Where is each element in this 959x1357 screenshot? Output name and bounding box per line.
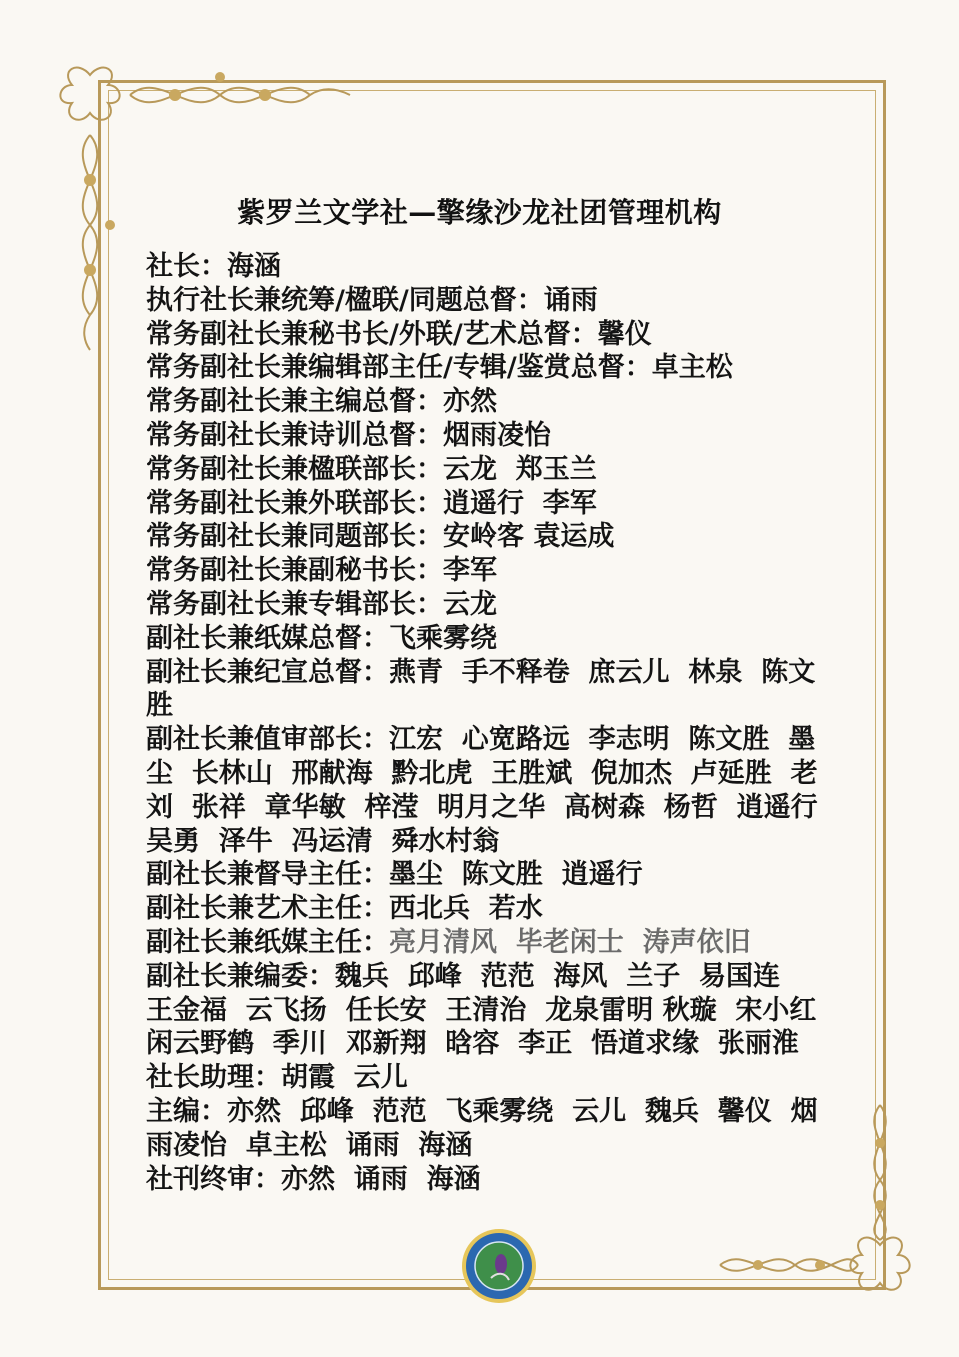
role-line — [146, 960, 836, 1061]
role-line — [146, 487, 818, 521]
role-names: 李军 — [443, 555, 497, 587]
role-names: 云龙 — [443, 588, 497, 620]
role-line — [146, 419, 818, 453]
role-line — [146, 622, 818, 656]
role-label: 常务副社长兼专辑部长： — [146, 588, 443, 620]
role-names: 烟雨凌怡 — [443, 419, 551, 451]
role-line — [146, 351, 818, 385]
role-line — [146, 892, 818, 926]
role-label: 常务副社长兼外联部长： — [146, 487, 443, 519]
role-line — [146, 1061, 818, 1095]
role-label: 执行社长兼统筹/楹联/同题总督： — [146, 284, 544, 316]
role-names: 亦然 — [443, 386, 497, 418]
role-line — [146, 284, 818, 318]
role-names: 亦然 邱峰 范范 飞乘雾绕 云儿 魏兵 馨仪 烟雨凌怡 卓主松 诵雨 海涵 — [146, 1095, 818, 1161]
role-label: 社长： — [146, 251, 227, 282]
role-line — [146, 588, 818, 622]
role-names: 飞乘雾绕 — [389, 622, 497, 654]
role-label: 主编： — [146, 1095, 227, 1127]
role-label: 副社长兼督导主任： — [146, 859, 389, 891]
role-names: 卓主松 — [651, 352, 733, 384]
role-line — [146, 385, 818, 419]
role-line — [146, 858, 818, 892]
role-label: 副社长兼值审部长： — [146, 724, 389, 756]
role-label: 副社长兼纸媒主任： — [146, 926, 389, 958]
role-line — [146, 453, 818, 487]
role-label: 副社长兼编委： — [146, 960, 335, 992]
society-logo-badge — [461, 1228, 537, 1304]
role-names: 馨仪 — [597, 318, 652, 350]
role-label: 常务副社长兼同题部长： — [146, 521, 443, 553]
role-line — [146, 554, 818, 588]
role-names: 胡霞 云儿 — [281, 1062, 408, 1094]
roles-list — [146, 250, 837, 1196]
role-label: 常务副社长兼主编总督： — [146, 386, 443, 418]
role-label: 副社长兼艺术主任： — [146, 893, 389, 925]
role-line — [146, 1163, 818, 1197]
role-line — [146, 656, 818, 724]
role-names: 江宏 心宽路远 李志明 陈文胜 墨尘 长林山 邢献海 黔北虎 王胜斌 倪加杰 卢延胜 老刘 张祥 章华敏 梓滢 明月之华 高树森 杨哲 逍遥行 吴勇 泽牛 冯运清 舜水村翁 — [146, 724, 837, 857]
role-names: 西北兵 若水 — [389, 893, 543, 925]
role-label: 社长助理： — [146, 1062, 281, 1094]
role-label: 副社长兼纪宣总督： — [146, 656, 389, 688]
role-names: 海涵 — [227, 251, 281, 282]
role-names: 亦然 诵雨 海涵 — [281, 1163, 481, 1195]
role-line — [146, 926, 818, 960]
role-line — [146, 318, 818, 352]
role-names: 逍遥行 李军 — [443, 487, 597, 519]
page-title: 紫罗兰文学社—擎缘沙龙社团管理机构 — [237, 195, 722, 229]
role-label: 常务副社长兼秘书长/外联/艺术总督： — [146, 318, 598, 350]
role-label: 社刊终审： — [146, 1163, 281, 1195]
role-names: 诵雨 — [543, 284, 598, 316]
role-names: 墨尘 陈文胜 逍遥行 — [389, 859, 643, 891]
role-names: 魏兵 邱峰 范范 海风 兰子 易国连 王金福 云飞扬 任长安 王清治 龙泉雷明 秋璇 宋小红 闲云野鹤 季川 邓新翔 晗容 李正 悟道求缘 张丽淮 — [146, 960, 836, 1060]
role-label: 常务副社长兼副秘书长： — [146, 555, 443, 587]
role-names: 亮月清风 毕老闲士 涛声依旧 — [389, 926, 751, 958]
role-names: 云龙 郑玉兰 — [443, 453, 597, 485]
role-line — [146, 250, 818, 284]
role-line — [146, 520, 818, 554]
role-names: 安岭客 袁运成 — [443, 521, 615, 553]
role-names: 燕青 手不释卷 庶云儿 林泉 陈文胜 — [146, 656, 816, 722]
role-label: 常务副社长兼编辑部主任/专辑/鉴赏总督： — [146, 352, 652, 384]
role-line — [146, 1095, 818, 1163]
role-line — [146, 723, 837, 858]
role-label: 常务副社长兼楹联部长： — [146, 453, 443, 485]
role-label: 常务副社长兼诗训总督： — [146, 419, 443, 451]
role-label: 副社长兼纸媒总督： — [146, 622, 389, 654]
